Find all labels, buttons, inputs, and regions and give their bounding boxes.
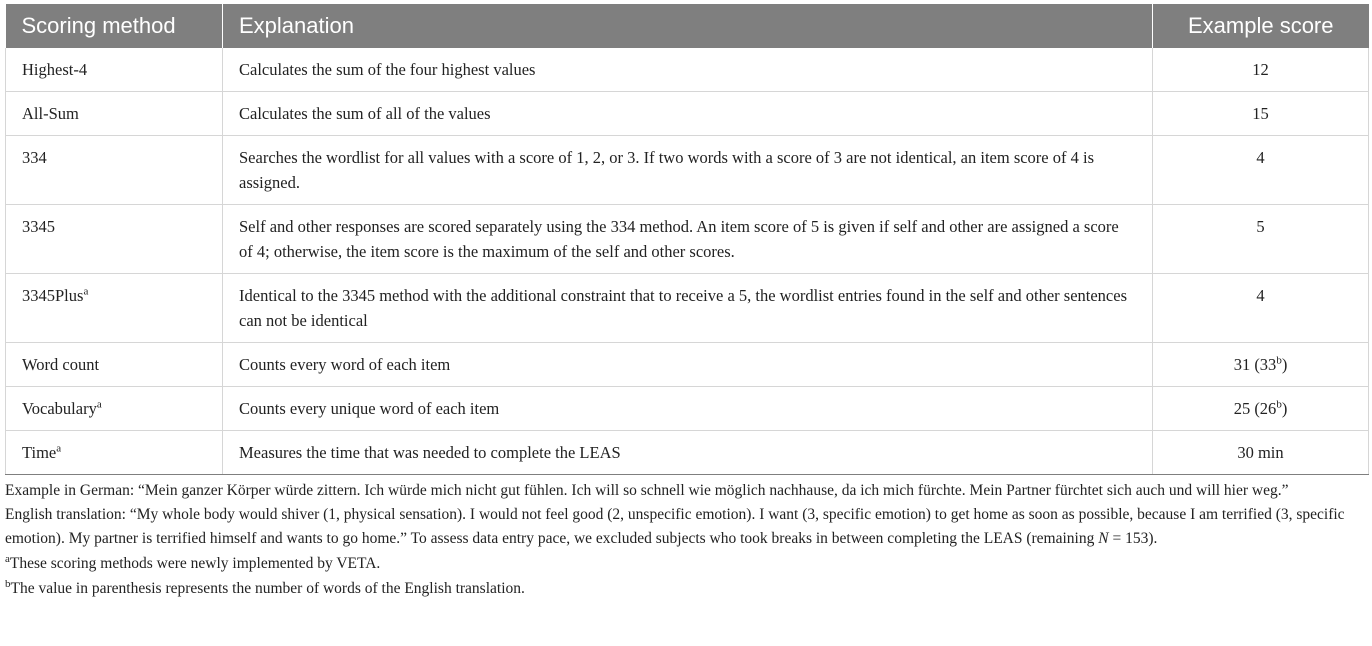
method-cell: 3345: [6, 205, 223, 274]
german-example-note: Example in German: “Mein ganzer Körper würde zittern. Ich würde mich nicht gut fühlen. Ich will so schnell wie möglich nachhause, da ich mich fürchte. Mein Partner fürchtet sich auch und will hier weg.”: [5, 482, 1289, 499]
score-cell: 4: [1153, 274, 1369, 343]
method-cell: All-Sum: [6, 92, 223, 136]
table-row: [6, 343, 1369, 387]
header-explanation: Explanation: [223, 4, 1153, 48]
method-cell: 334: [6, 136, 223, 205]
score-cell: 15: [1153, 92, 1369, 136]
explanation-cell: Searches the wordlist for all values with a score of 1, 2, or 3. If two words with a score of 3 are not identical, an item score of 4 is assigned.: [223, 136, 1153, 205]
method-cell: Highest-4: [6, 48, 223, 92]
explanation-cell: Counts every unique word of each item: [223, 387, 1153, 431]
header-scoring-method: Scoring method: [6, 4, 223, 48]
explanation-cell: Identical to the 3345 method with the additional constraint that to receive a 5, the wordlist entries found in the self and other sentences can not be identical: [223, 274, 1153, 343]
table-row: [6, 387, 1369, 431]
english-translation-note: English translation: “My whole body would shiver (1, physical sensation). I would not feel good (2, unspecific emotion). I want (3, specific emotion) to get home as soon as possible, because I am terrified (3, specific emotion). My partner is terrified himself and wants to go home.” To assess data entry pace, we excluded subjects who took breaks in between completing the LEAS (remaining N = 153).: [5, 506, 1345, 547]
method-cell: Vocabulary$^a$: [6, 387, 223, 431]
score-cell: 31 (33$^b$): [1153, 343, 1369, 387]
score-cell: 4: [1153, 136, 1369, 205]
scoring-methods-table: [5, 4, 1369, 475]
table-notes: [5, 479, 1368, 601]
method-cell: Time$^a$: [6, 431, 223, 475]
method-cell: 3345Plus$^a$: [6, 274, 223, 343]
score-cell: 5: [1153, 205, 1369, 274]
score-cell: 25 (26$^b$): [1153, 387, 1369, 431]
table-row: [6, 92, 1369, 136]
table-row: [6, 136, 1369, 205]
header-example-score: Example score: [1153, 4, 1369, 48]
explanation-cell: Measures the time that was needed to complete the LEAS: [223, 431, 1153, 475]
table-row: [6, 274, 1369, 343]
footnote-b: $^b$The value in parenthesis represents the number of words of the English translation.: [5, 577, 525, 597]
score-cell: 12: [1153, 48, 1369, 92]
explanation-cell: Counts every word of each item: [223, 343, 1153, 387]
table-row: [6, 431, 1369, 475]
score-cell: 30 min: [1153, 431, 1369, 475]
table-header-row: [6, 4, 1369, 48]
table-figure: [5, 4, 1368, 601]
explanation-cell: Calculates the sum of the four highest values: [223, 48, 1153, 92]
table-row: [6, 48, 1369, 92]
explanation-cell: Calculates the sum of all of the values: [223, 92, 1153, 136]
explanation-cell: Self and other responses are scored separately using the 334 method. An item score of 5 is given if self and other are assigned a score of 4; otherwise, the item score is the maximum of the self and other scores.: [223, 205, 1153, 274]
table-row: [6, 205, 1369, 274]
footnote-a: $^a$These scoring methods were newly implemented by VETA.: [5, 552, 381, 572]
method-cell: Word count: [6, 343, 223, 387]
